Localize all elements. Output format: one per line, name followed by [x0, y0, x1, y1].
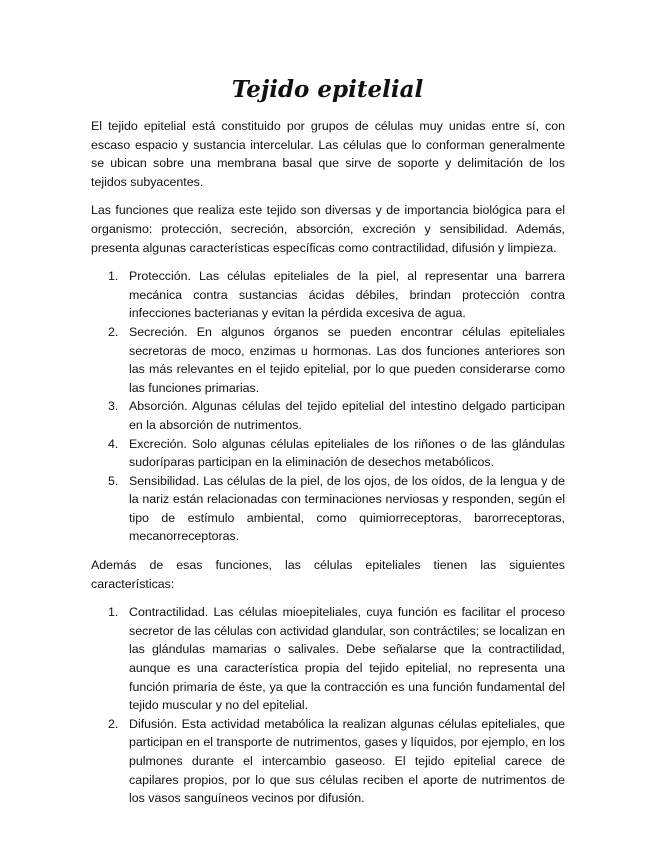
list-item-number: 1.	[108, 269, 119, 284]
characteristics-intro: Además de esas funciones, las células epiteliales tienen las siguientes características:	[91, 558, 565, 591]
list-item	[91, 435, 565, 472]
document-title: Tejido epitelial	[231, 76, 424, 103]
list-item-text: Protección. Las células epiteliales de la piel, al representar una barrera mecánica contra sustancias ácidas débiles, brindan protección contra infecciones bacterianas y evitan la pérdida excesiva de agua.	[129, 269, 565, 321]
characteristics-list	[91, 603, 565, 808]
list-item-text: Difusión. Esta actividad metabólica la realizan algunas células epiteliales, que participan en el transporte de nutrimentos, gases y líquidos, por ejemplo, en los pulmones durante el intercambio gaseoso. El tejido epitelial carece de capilares propios, por lo que sus células reciben el aporte de nutrimentos de los vasos sanguíneos vecinos por difusión.	[129, 716, 565, 806]
list-item	[91, 397, 565, 434]
list-item-number: 2.	[108, 716, 119, 731]
list-item-text: Absorción. Algunas células del tejido epitelial del intestino delgado participan en la absorción de nutrimentos.	[129, 399, 565, 432]
intro-paragraph: El tejido epitelial está constituido por grupos de células muy unidas entre sí, con escaso espacio y sustancia intercelular. Las células que lo conforman generalmente se ubican sobre una membrana basal que sirve de soporte y delimitación de los tejidos subyacentes.	[91, 119, 565, 189]
list-item-number: 5.	[108, 473, 119, 488]
list-item	[91, 715, 565, 808]
list-item	[91, 323, 565, 397]
list-item-text: Contractilidad. Las células mioepiteliales, cuya función es facilitar el proceso secretor de las células con actividad glandular, son contráctiles; se localizan en las glándulas mamarias o salivales. Debe señalarse que la contractilidad, aunque es una característica propia del tejido epitelial, no representa una función primaria de éste, ya que la contracción es una función fundamental del tejido muscular y no del epitelial.	[129, 605, 565, 713]
list-item	[91, 472, 565, 546]
functions-list	[91, 267, 565, 546]
list-item-text: Secreción. En algunos órganos se pueden encontrar células epiteliales secretoras de moco, enzimas u hormonas. Las dos funciones anteriores son las más relevantes en el tejido epitelial, por lo que pueden considerarse como las funciones primarias.	[129, 324, 565, 395]
list-item-number: 3.	[108, 399, 119, 414]
list-item-text: Sensibilidad. Las células de la piel, de los ojos, de los oídos, de la lengua y de la nariz están relacionadas con terminaciones nerviosas y responden, según el tipo de estímulo ambiental, como quimiorreceptoras, barorreceptoras, mecanorreceptoras.	[129, 473, 565, 544]
list-item-text: Excreción. Solo algunas células epiteliales de los riñones o de las glándulas sudoríparas participan en la eliminación de desechos metabólicos.	[129, 436, 565, 470]
list-item	[91, 603, 565, 715]
list-item	[91, 267, 565, 323]
list-item-number: 2.	[108, 324, 119, 339]
functions-paragraph: Las funciones que realiza este tejido son diversas y de importancia biológica para el organismo: protección, secreción, absorción, excreción y sensibilidad. Además, presenta algunas características específicas como contractilidad, difusión y limpieza.	[91, 203, 565, 255]
list-item-number: 4.	[108, 436, 119, 451]
document-body	[91, 117, 565, 818]
list-item-number: 1.	[108, 605, 119, 620]
